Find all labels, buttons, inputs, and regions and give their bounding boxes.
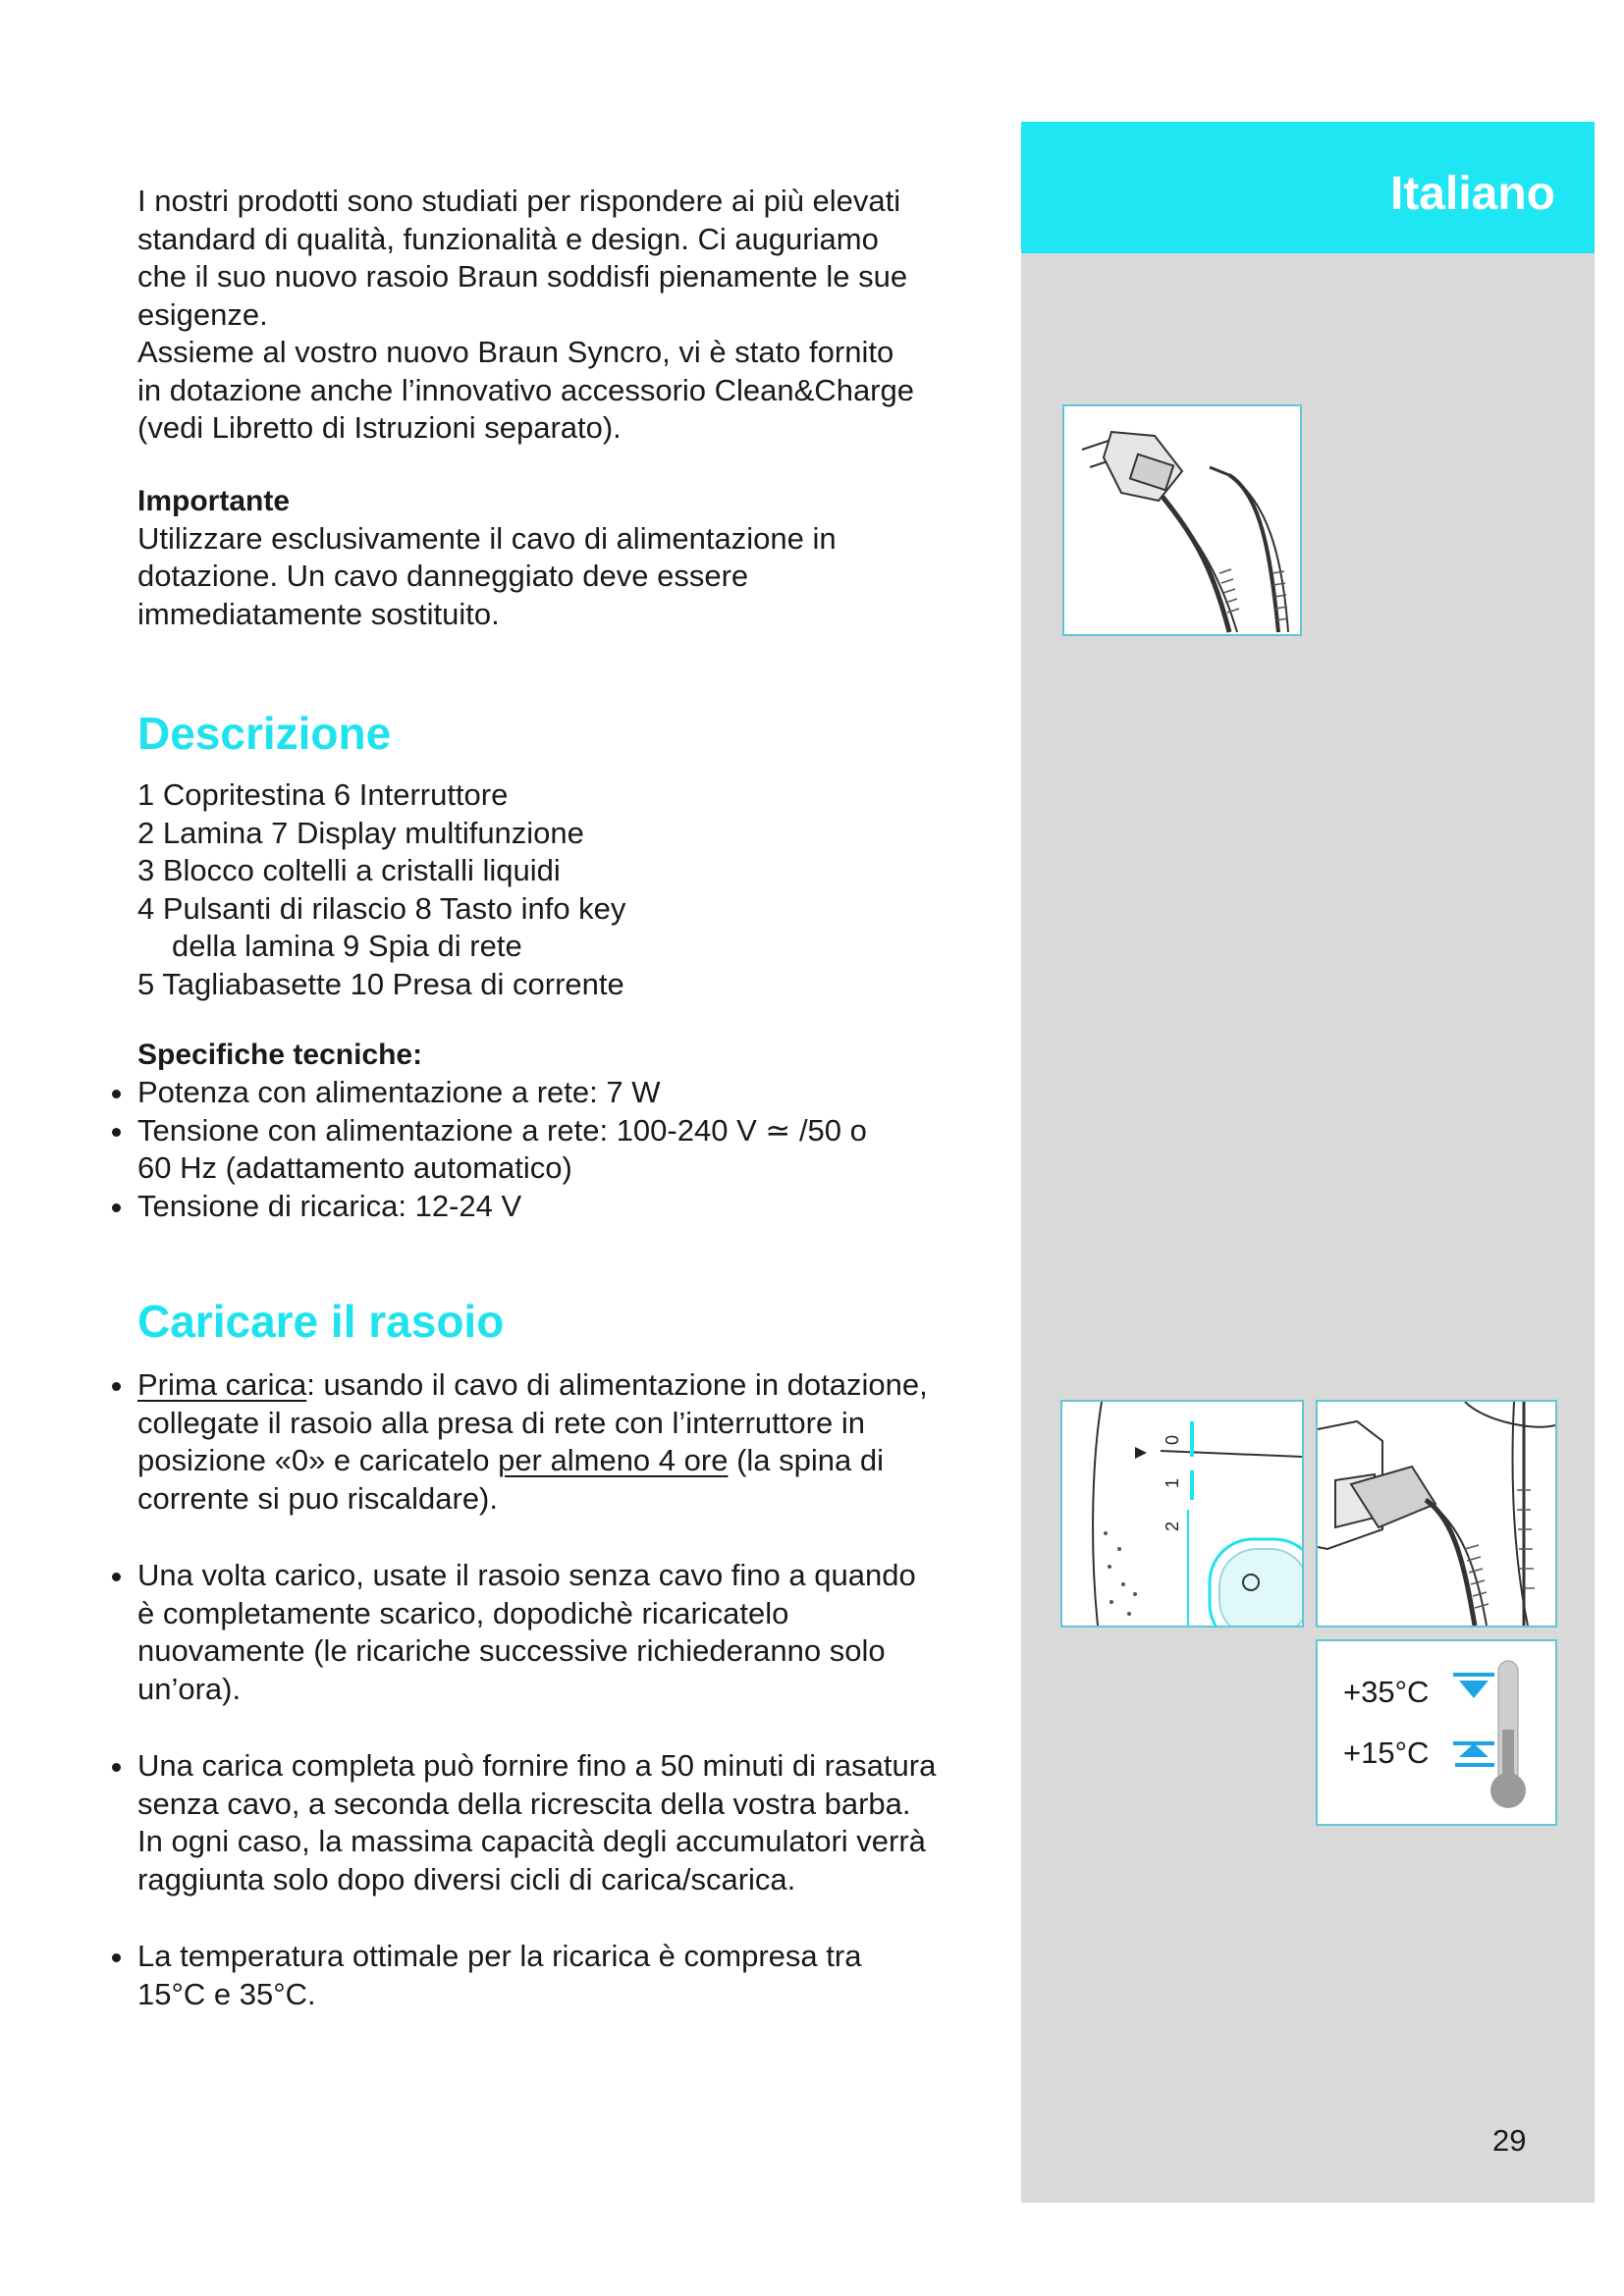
intro-line: che il suo nuovo rasoio Braun soddisfi pienamente le sue — [137, 259, 908, 294]
shaver-switch-icon — [1062, 1402, 1302, 1626]
part-line: 2 Lamina 7 Display multifunzione — [137, 815, 584, 850]
power-cord-figure — [1062, 404, 1302, 636]
thermometer-icon — [1318, 1641, 1555, 1824]
intro-line: (vedi Libretto di Istruzioni separato). — [137, 410, 622, 445]
page-number: 29 — [1492, 2123, 1527, 2158]
description-heading: Descrizione — [137, 708, 392, 759]
switch-label-1: 1 — [1163, 1477, 1182, 1488]
power-plug-icon — [1064, 406, 1300, 634]
intro-paragraph — [137, 183, 992, 448]
important-line: Utilizzare esclusivamente il cavo di alimentazione in — [137, 520, 837, 556]
spec-item: Tensione di ricarica: 12-24 V — [137, 1188, 992, 1226]
spacer — [137, 1898, 992, 1938]
temp-high-label: +35°C — [1343, 1675, 1430, 1709]
intro-line: esigenze. — [137, 296, 268, 332]
part-line: 1 Copritestina 6 Interruttore — [137, 777, 509, 812]
part-line: 3 Blocco coltelli a cristalli liquidi — [137, 853, 561, 887]
temp-low-label: +15°C — [1343, 1735, 1430, 1770]
intro-line: Assieme al vostro nuovo Braun Syncro, vi è stato fornito — [137, 335, 894, 369]
temperature-figure — [1316, 1639, 1557, 1826]
charging-item: Una volta carico, usate il rasoio senza cavo fino a quando è completamente scarico, dopodichè ricaricatelo nuovamente (le ricariche successive richiederanno solo un’ora). — [137, 1557, 992, 1708]
important-line: dotazione. Un cavo danneggiato deve essere — [137, 559, 749, 593]
spacer — [137, 1518, 992, 1557]
charging-list — [137, 1366, 992, 2013]
specs-heading: Specifiche tecniche: — [137, 1039, 423, 1071]
spec-item: Tensione con alimentazione a rete: 100-240 V ≃ /50 o 60 Hz (adattamento automatico) — [137, 1112, 992, 1188]
intro-line: standard di qualità, funzionalità e design. Ci auguriamo — [137, 221, 879, 256]
part-line: 5 Tagliabasette 10 Presa di corrente — [137, 966, 624, 1001]
switch-label-2: 2 — [1163, 1521, 1182, 1531]
wall-socket-icon — [1318, 1402, 1555, 1626]
charging-item: La temperatura ottimale per la ricarica è compresa tra 15°C e 35°C. — [137, 1938, 992, 2013]
charging-item: Prima carica: usando il cavo di alimentazione in dotazione, collegate il rasoio alla presa di rete con l’interruttore in posizione «0» e caricatelo per almeno 4 ore (la spina di corrente si puo riscaldare). — [137, 1366, 992, 1518]
part-line: 4 Pulsanti di rilascio 8 Tasto info key — [137, 890, 626, 926]
socket-figure — [1316, 1400, 1557, 1628]
spacer — [137, 1708, 992, 1747]
switch-position-figure — [1060, 1400, 1304, 1628]
specs-list — [137, 1074, 992, 1225]
intro-line: in dotazione anche l’innovativo accessorio Clean&Charge — [137, 372, 914, 407]
spec-item: Potenza con alimentazione a rete: 7 W — [137, 1074, 992, 1112]
main-content — [137, 183, 992, 2013]
part-line: della lamina 9 Spia di rete — [172, 929, 522, 963]
charging-item: Una carica completa può fornire fino a 50 minuti di rasatura senza cavo, a seconda della ricrescita della vostra barba. In ogni caso, la massima capacità degli accumulatori verrà raggiunta solo dopo diversi cicli di carica/scarica. — [137, 1747, 992, 1898]
important-line: immediatamente sostituito. — [137, 596, 500, 631]
intro-line: I nostri prodotti sono studiati per rispondere ai più elevati — [137, 184, 901, 218]
language-label: Italiano — [1389, 168, 1555, 220]
important-section — [137, 483, 992, 634]
important-heading: Importante — [137, 484, 291, 517]
parts-list — [137, 776, 992, 1003]
charging-heading: Caricare il rasoio — [137, 1296, 505, 1347]
switch-label-0: 0 — [1163, 1434, 1182, 1445]
language-header — [1021, 122, 1595, 253]
